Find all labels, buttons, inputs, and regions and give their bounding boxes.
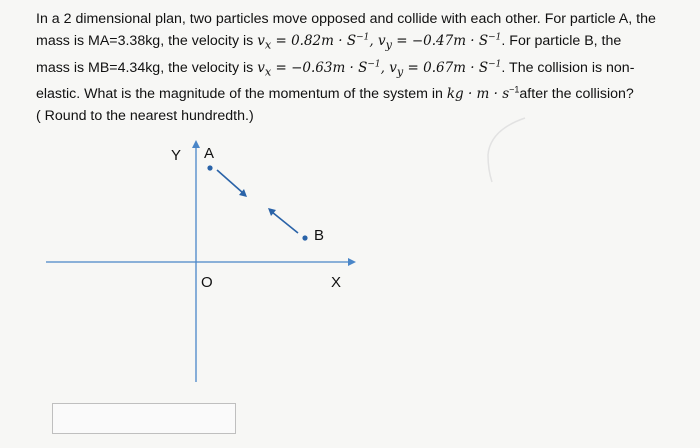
velocity-a-x: $v_x = 0.82m \cdot S^{-1}$ [257, 32, 370, 52]
y-axis-label: Y [171, 147, 182, 164]
x-axis-arrowhead [348, 258, 356, 266]
x-axis-label: X [331, 274, 342, 291]
particle-b-label: B [314, 227, 325, 244]
particle-a-label: A [204, 145, 215, 162]
particle-a-velocity-line [217, 170, 243, 193]
question-text [36, 8, 676, 127]
question-line-2: mass is MA=3.38kg, the velocity is $v_x = 0.82m \cdot S^{-1}$, $v_y = -0.47m \cdot S^{-1}$. For particle B, the [36, 32, 622, 52]
answer-input[interactable] [52, 403, 236, 434]
diagram-svg [0, 138, 700, 388]
particle-b-velocity-line [272, 212, 298, 233]
velocity-a-y: , $v_y = -0.47m \cdot S^{-1}$ [369, 32, 502, 52]
velocity-b-y: , $v_y = 0.67m \cdot S^{-1}$ [380, 59, 502, 79]
collision-diagram [0, 138, 700, 388]
question-line-1: In a 2 dimensional plan, two particles move opposed and collide with each other. For particle A, the [36, 11, 656, 27]
y-axis-arrowhead [192, 140, 200, 148]
origin-label: O [201, 274, 213, 291]
velocity-b-x: $v_x = -0.63m \cdot S^{-1}$ [257, 59, 381, 79]
momentum-unit: kg · m · s [446, 86, 510, 103]
question-line-4: elastic. What is the magnitude of the momentum of the system in kg · $m \cdot s^{-1}after$ the collision? [36, 84, 634, 103]
particle-b-dot [302, 235, 307, 240]
question-line-3: mass is MB=4.34kg, the velocity is $v_x = -0.63m \cdot S^{-1}$, $v_y = 0.67m \cdot S^{-1}$. The collision is non- [36, 59, 635, 79]
particle-a-dot [207, 165, 212, 170]
question-line-5: ( Round to the nearest hundredth.) [36, 108, 254, 125]
